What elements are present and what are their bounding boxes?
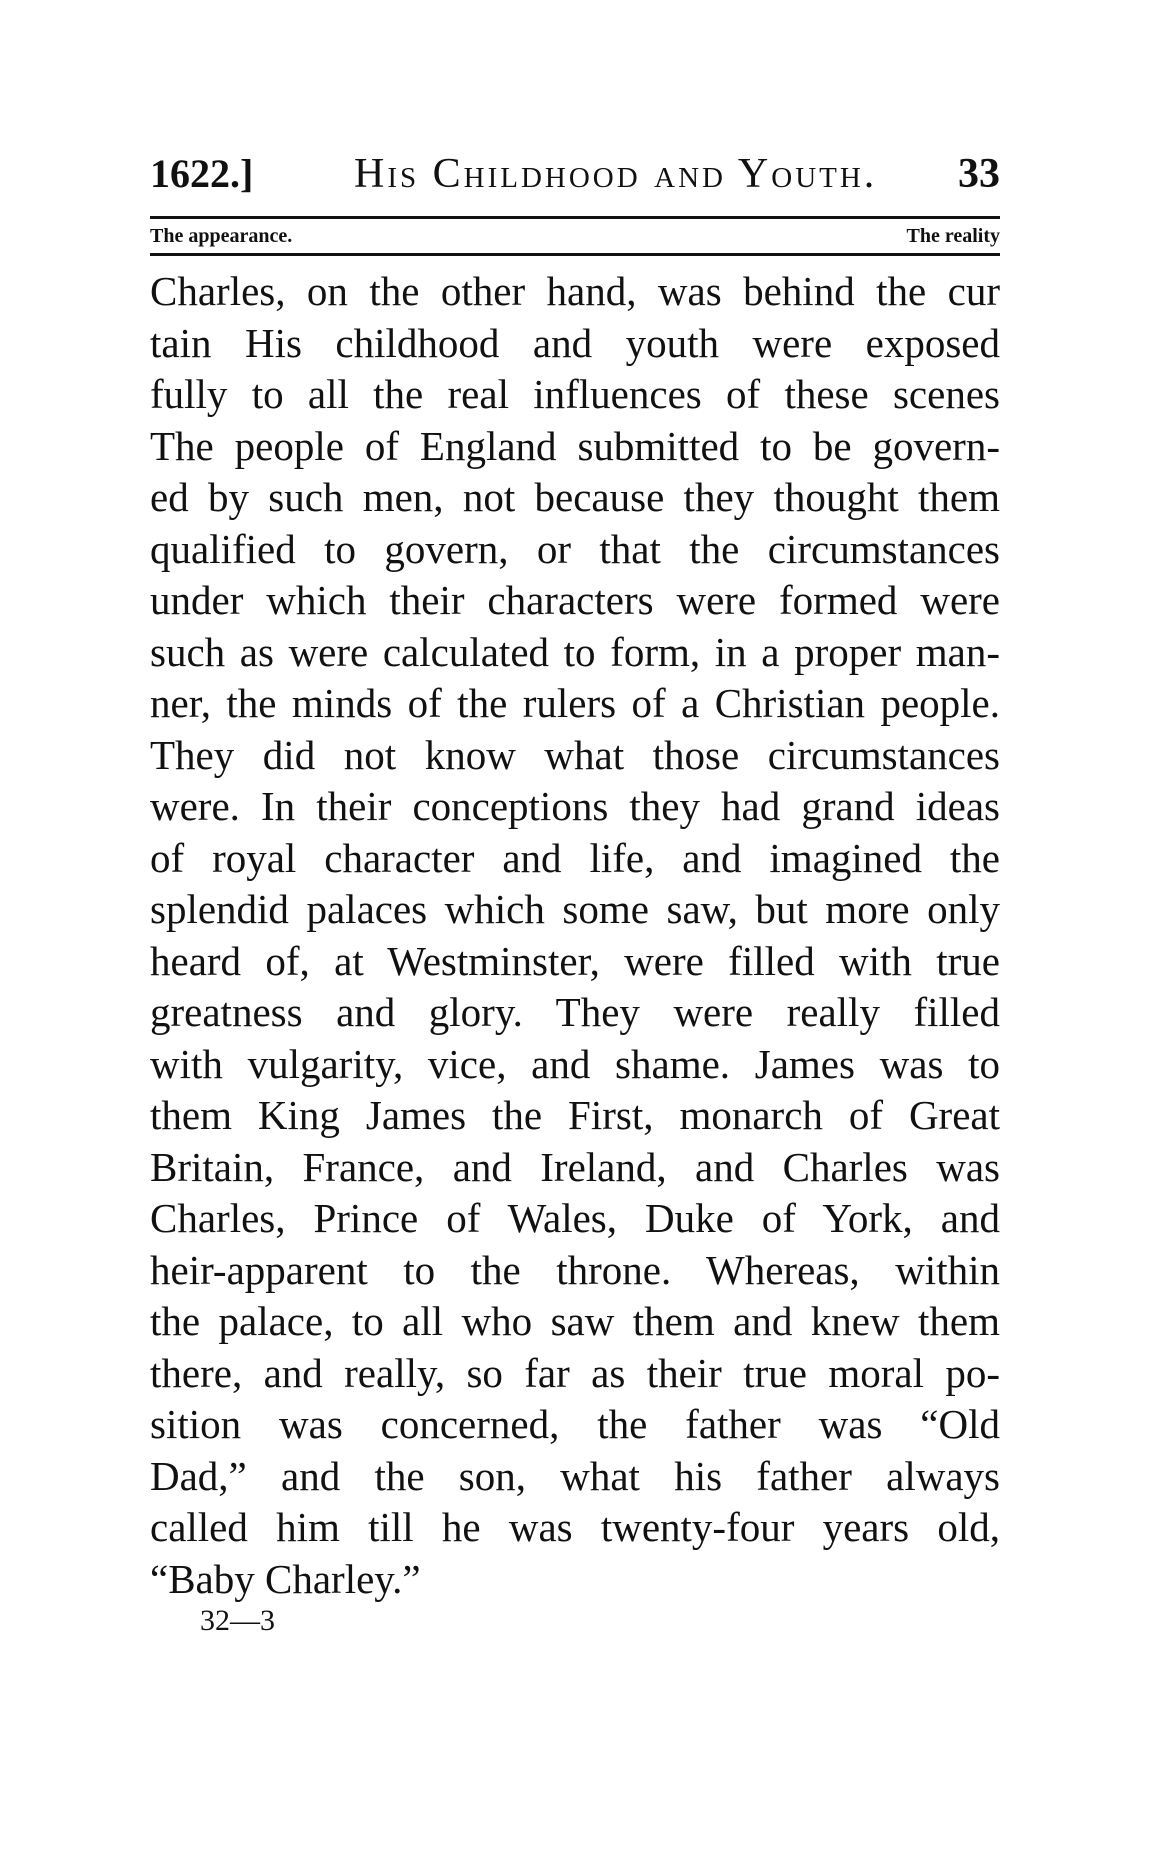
sidenote-right: The reality: [906, 225, 1000, 247]
sidenote-bar: [150, 223, 1000, 249]
sidenote-rule: [150, 253, 1000, 256]
text-line: under which their characters were formed were: [150, 577, 1000, 623]
year-label: 1622.]: [150, 151, 254, 196]
text-line: The people of England submitted to be govern-: [150, 422, 1000, 469]
text-line: were. In their conceptions they had grand ideas: [150, 783, 1000, 829]
text-line: Charles, Prince of Wales, Duke of York, and: [150, 1195, 1000, 1241]
text-line: with vulgarity, vice, and shame. James was to: [150, 1040, 1000, 1087]
header-rule: [150, 216, 1000, 219]
text-line: Charles, on the other hand, was behind the cur: [150, 268, 1000, 314]
text-line: ner, the minds of the rulers of a Christian people.: [150, 680, 1000, 726]
text-line: fully to all the real influences of these scenes: [150, 371, 1000, 417]
text-line: They did not know what those circumstances: [150, 731, 1000, 778]
book-page: [150, 150, 1000, 1639]
text-line: greatness and glory. They were really filled: [150, 989, 1000, 1035]
text-line: Dad,” and the son, what his father always: [150, 1452, 1000, 1499]
running-head: [150, 150, 1000, 200]
text-line: tain His childhood and youth were exposed: [150, 319, 1000, 366]
text-line: called him till he was twenty-four years old,: [150, 1504, 1000, 1550]
chapter-title: His Childhood and Youth.: [354, 151, 878, 197]
sidenote-left: The appearance.: [150, 225, 293, 247]
text-line: sition was concerned, the father was “Old: [150, 1401, 1000, 1447]
text-line: there, and really, so far as their true moral po-: [150, 1349, 1000, 1396]
text-line: heard of, at Westminster, were filled with true: [150, 937, 1000, 984]
text-line: heir-apparent to the throne. Whereas, within: [150, 1246, 1000, 1293]
text-line: ed by such men, not because they thought them: [150, 474, 1000, 520]
signature-mark: 32—3: [200, 1604, 275, 1637]
text-line: such as were calculated to form, in a proper man-: [150, 628, 1000, 675]
page-number: 33: [958, 151, 1000, 197]
text-line: them King James the First, monarch of Great: [150, 1092, 1000, 1138]
text-line: of royal character and life, and imagined the: [150, 834, 1000, 881]
text-line: Britain, France, and Ireland, and Charles was: [150, 1143, 1000, 1190]
text-line: qualified to govern, or that the circumstances: [150, 525, 1000, 572]
text-line: “Baby Charley.”: [150, 1555, 421, 1602]
text-line: the palace, to all who saw them and knew them: [150, 1298, 1000, 1344]
body-text: [150, 266, 1000, 1605]
text-line: splendid palaces which some saw, but more only: [150, 886, 1000, 932]
